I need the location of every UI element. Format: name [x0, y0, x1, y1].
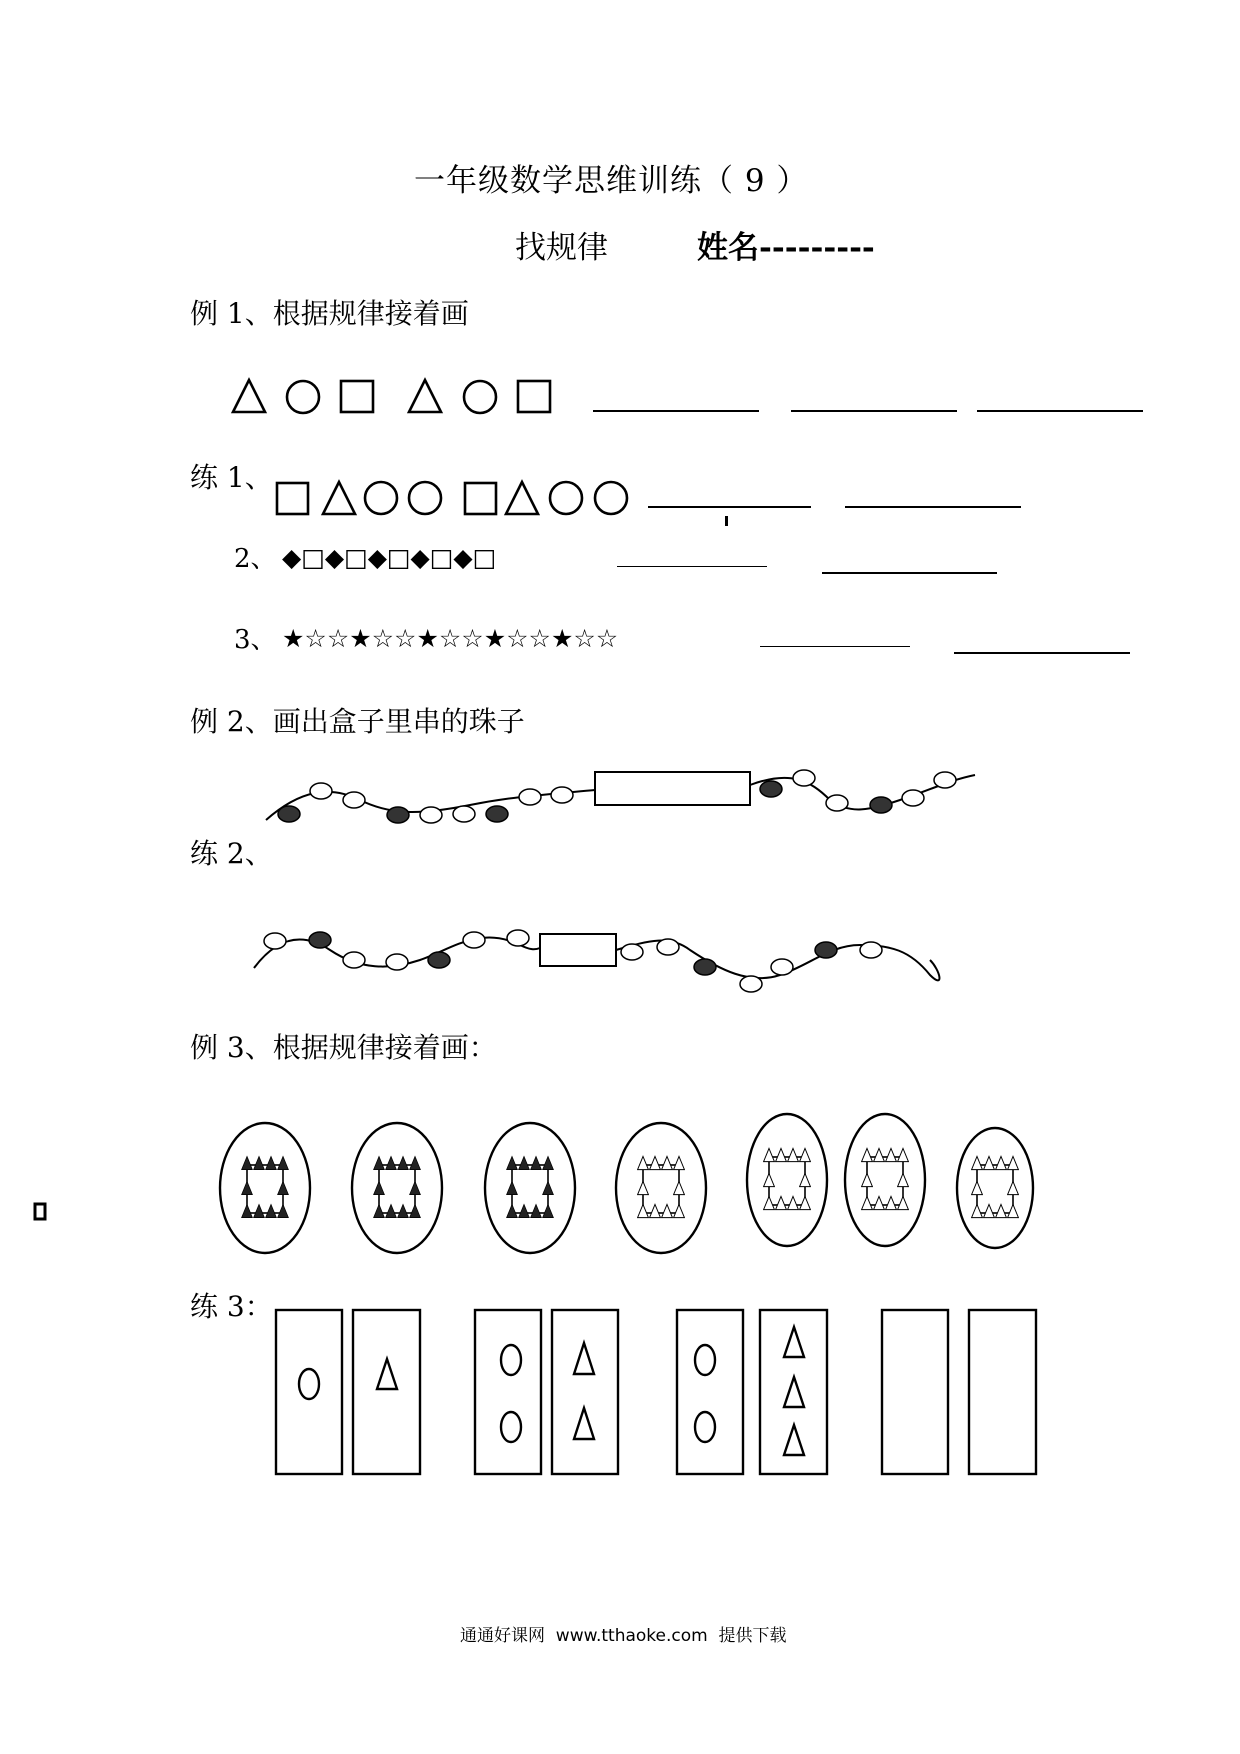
example-3-label: 例 3、根据规律接着画：	[190, 1031, 497, 1064]
bead-white	[902, 790, 924, 806]
practice-3-label: 练 3：	[190, 1290, 273, 1323]
circle-shape	[365, 482, 397, 514]
oval-pattern-white	[845, 1114, 925, 1246]
empty-card[interactable]	[969, 1310, 1036, 1474]
bead-dark	[694, 959, 716, 975]
card	[677, 1310, 743, 1474]
bead-white	[740, 976, 762, 992]
bead-white	[657, 939, 679, 955]
bead-white	[343, 792, 365, 808]
square-shape	[518, 381, 550, 412]
square-shape	[277, 483, 308, 514]
bead-white	[519, 789, 541, 805]
diamond-square-sequence: ◆□◆□◆□◆□◆□	[282, 543, 497, 572]
circle-shape	[464, 381, 496, 413]
margin-box-mark	[35, 1204, 45, 1219]
bead-white	[551, 787, 573, 803]
oval-pattern-dark	[352, 1123, 442, 1253]
circle-shape	[695, 1412, 715, 1442]
bead-white	[793, 770, 815, 786]
bead-white	[621, 944, 643, 960]
bead-white	[934, 772, 956, 788]
practice-1-label: 练 1、	[190, 461, 273, 494]
bead-dark	[815, 942, 837, 958]
triangle-shape	[323, 482, 355, 514]
bead-white	[386, 954, 408, 970]
card	[552, 1310, 618, 1474]
topic-label: 找规律	[515, 230, 608, 266]
circle-shape	[409, 482, 441, 514]
footer-text: 通通好课网 www.tthaoke.com 提供下载	[460, 1626, 787, 1646]
name-field-label: 姓名---------	[697, 230, 875, 266]
practice-3-card-sequence	[276, 1310, 1036, 1474]
page-title: 一年级数学思维训练（ 9 ）	[414, 163, 809, 199]
circle-shape	[287, 381, 319, 413]
circle-shape	[501, 1345, 521, 1375]
bead-dark	[870, 797, 892, 813]
practice-1-shape-sequence	[277, 482, 627, 514]
example-3-oval-sequence	[220, 1114, 1033, 1253]
triangle-shape	[233, 380, 265, 412]
example-1-shape-sequence	[233, 380, 550, 413]
example-2-bead-string	[266, 770, 975, 823]
oval-pattern-white	[747, 1114, 827, 1246]
triangle-shape	[409, 380, 441, 412]
circle-shape	[501, 1412, 521, 1442]
example-2-label: 例 2、画出盒子里串的珠子	[190, 705, 525, 738]
triangle-shape	[506, 482, 538, 514]
practice-2-bead-string	[254, 930, 939, 992]
bead-white	[310, 783, 332, 799]
practice-1-item-3-label: 3、	[234, 625, 277, 655]
practice-1-item-2-label: 2、	[234, 544, 277, 574]
circle-shape	[595, 482, 627, 514]
bead-white	[507, 930, 529, 946]
bead-dark	[309, 932, 331, 948]
oval-pattern-dark	[485, 1123, 575, 1253]
bead-dark	[428, 952, 450, 968]
hidden-beads-box	[595, 772, 750, 805]
bead-dark	[278, 806, 300, 822]
empty-card[interactable]	[882, 1310, 948, 1474]
oval-pattern-white	[616, 1123, 706, 1253]
bead-dark	[760, 781, 782, 797]
bead-dark	[387, 807, 409, 823]
bead-white	[860, 942, 882, 958]
square-shape	[465, 483, 496, 514]
bead-white	[771, 959, 793, 975]
bead-white	[420, 807, 442, 823]
bead-dark	[486, 806, 508, 822]
circle-shape	[299, 1369, 319, 1399]
practice-2-label: 练 2、	[190, 837, 273, 870]
example-1-label: 例 1、根据规律接着画	[190, 297, 469, 330]
square-shape	[341, 381, 373, 412]
hidden-beads-box	[540, 934, 616, 966]
circle-shape	[695, 1345, 715, 1375]
bead-white	[343, 952, 365, 968]
bead-white	[264, 933, 286, 949]
bead-white	[463, 932, 485, 948]
bead-white	[826, 795, 848, 811]
circle-shape	[550, 482, 582, 514]
star-sequence: ★☆☆★☆☆★☆☆★☆☆★☆☆	[282, 624, 619, 653]
stray-mark	[725, 516, 728, 526]
card	[475, 1310, 541, 1474]
oval-pattern-white	[957, 1128, 1033, 1248]
card	[353, 1310, 420, 1474]
bead-white	[453, 806, 475, 822]
oval-pattern-dark	[220, 1123, 310, 1253]
